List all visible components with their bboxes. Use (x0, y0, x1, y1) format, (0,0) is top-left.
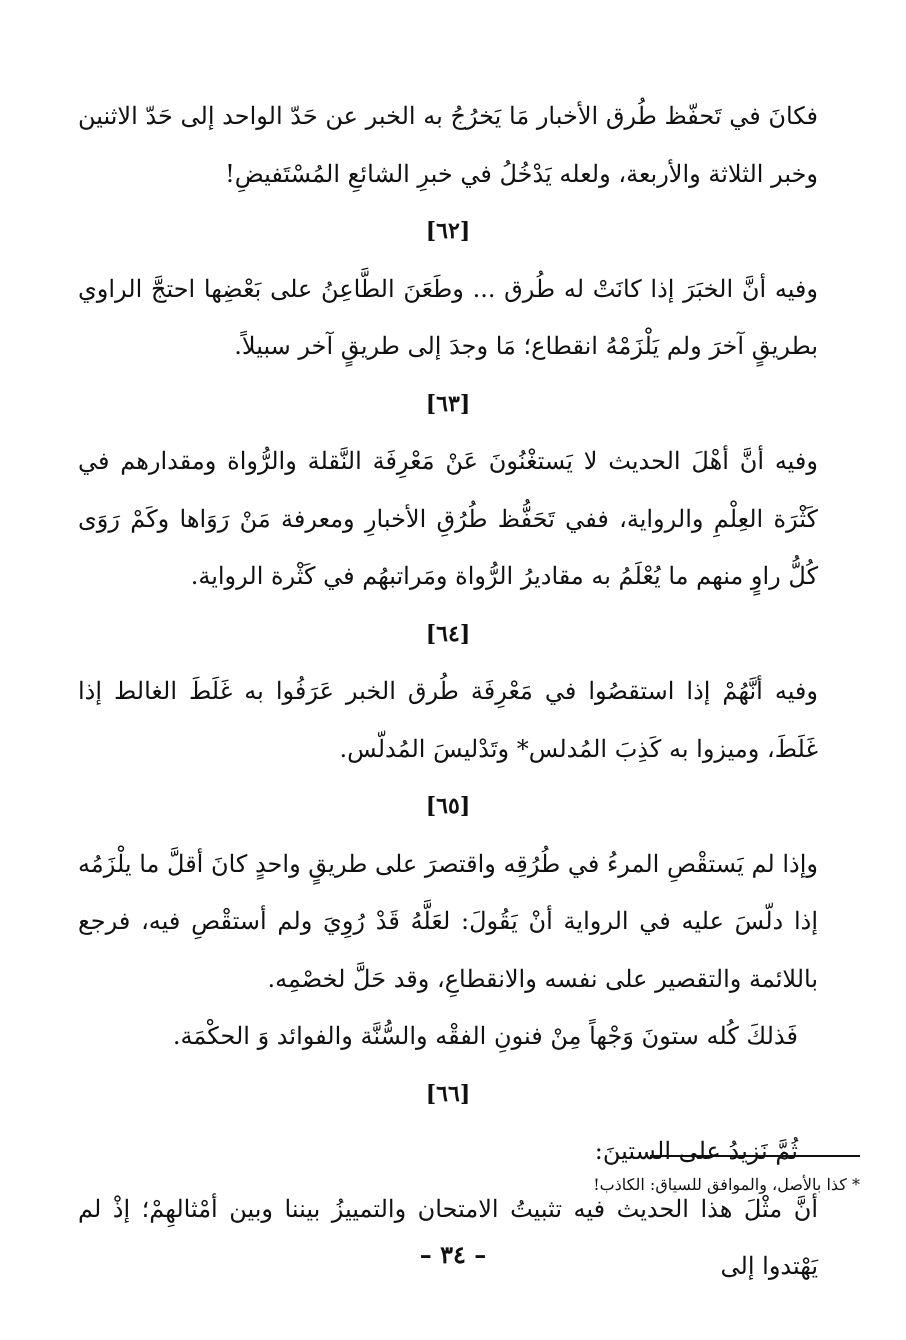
paragraph-66: أنَّ مثْلَ هذا الحديث فيه تثبيتُ الامتحان والتمييزُ بيننا وبين أمْثالهِمْ؛ إذْ لم يَهْتدوا إلى (78, 1194, 818, 1280)
section-number-64: [٦٤] (425, 620, 471, 647)
section-number-66: [٦٦] (425, 1080, 471, 1107)
main-text (78, 88, 818, 1296)
section-number-63: [٦٣] (425, 390, 471, 417)
footnote-divider (650, 1155, 860, 1157)
section-number-62: [٦٢] (425, 218, 471, 244)
section-number-65: [٦٥] (425, 793, 471, 819)
footnote: * كذا بالأصل، والموافق للسياق: الكاذب! (593, 1175, 860, 1194)
paragraph-62: وفيه أنَّ الخبَرَ إذا كانَتْ له طُرق ... وطَعَنَ الطَّاعِنُ على بَعْضِها احتجَّ الراوي بطريقٍ آخرَ ولم يَلْزَمْهُ انقطاع؛ مَا وجدَ إلى طريقٍ آخر سبيلاً. (78, 274, 818, 360)
summary-paragraph: فَذلكَ كُله ستونَ وَجْهاً مِنْ فنونِ الفقْه والسُّنَّة والفوائد وَ الحكْمَة. (172, 1022, 798, 1050)
paragraph-66-intro: ثُمَّ نَزيدُ على الستينَ: (594, 1137, 798, 1165)
paragraph-64: وفيه أنَّهُمْ إذا استقصُوا في مَعْرِفَة طُرق الخبر عَرَفُوا به غَلَطَ الغالط إذا غَلَطَ، وميزوا به كَذِبَ المُدلس* وتَدْليسَ المُدلّس. (78, 677, 818, 763)
paragraph-65: وإذا لم يَستقْصِ المرءُ في طُرُقِه واقتصرَ على طريقٍ واحدٍ كانَ أقلَّ ما يلْزَمُه إذا دلّسَ عليه في الرواية أنْ يَقُولَ: لعَلَّهُ قَدْ رُوِيَ ولم أستقْصِ فيه، فرجع باللائمة والتقصير على نفسه والانقطاعِ، وقد حَلَّ لخصْمِه. (78, 849, 818, 993)
paragraph-63: وفيه أنَّ أهْلَ الحديث لا يَستغْنُونَ عَنْ مَعْرِفَة النَّقلة والرُّواة ومقدارهم في كَثْرَة العِلْمِ والرواية، ففي تَحَفُّظ طُرُقِ الأخبارِ ومعرفة مَنْ رَوَاها وكَمْ رَوَى كُلُّ راوٍ منهم ما يُعْلَمُ به مقاديرُ الرُّواة ومَراتبهُم في كَثْرة الرواية. (78, 447, 818, 590)
page-number: – ٣٤ – (419, 1240, 487, 1269)
paragraph-1: فكانَ في تَحفّظ طُرق الأخبار مَا يَخرُجُ به الخبر عن حَدّ الواحد إلى حَدّ الاثنين وخبر الثلاثة والأربعة، ولعله يَدْخُلُ في خبرِ الشائعِ المُسْتَفيضِ! (78, 102, 818, 188)
